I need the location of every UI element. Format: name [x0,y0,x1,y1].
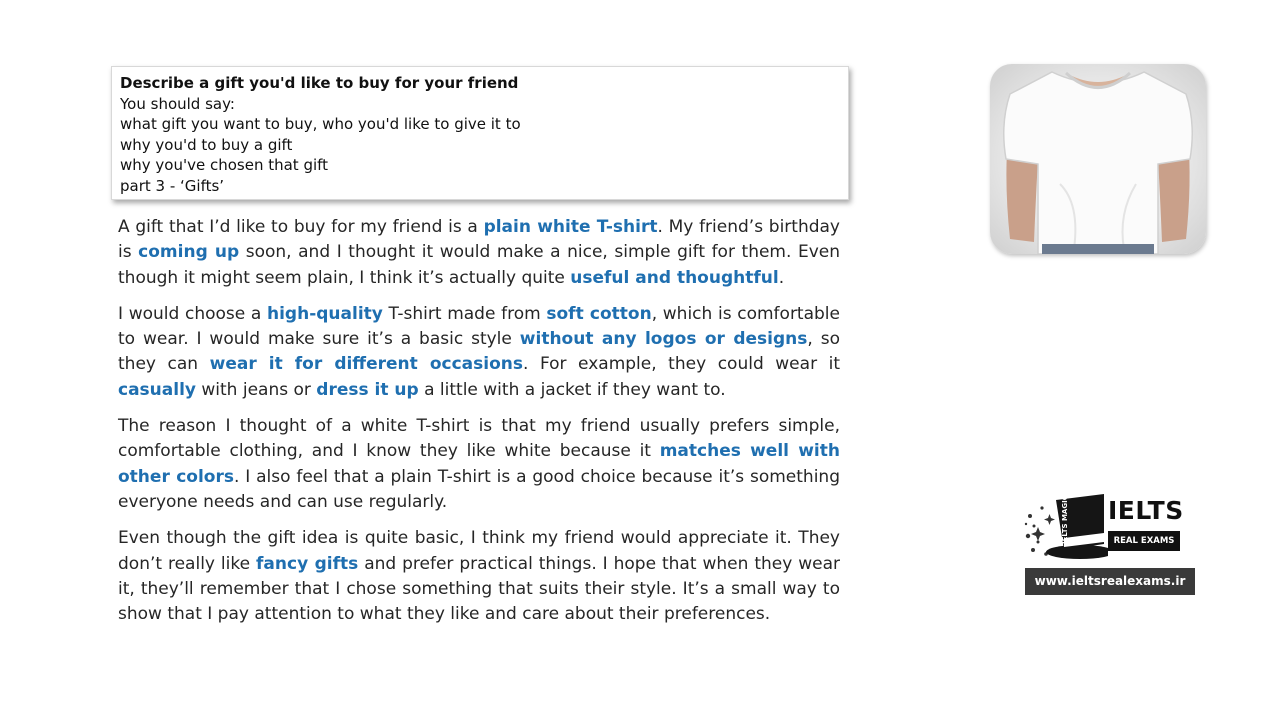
highlight-phrase: fancy gifts [256,553,359,574]
highlight-phrase: wear it for different occasions [209,354,523,375]
tshirt-photo [990,64,1206,254]
white-tshirt-icon [990,64,1206,254]
ielts-magic-logo [1024,492,1184,562]
answer-text: with jeans or [195,379,317,400]
highlight-phrase: high-quality [267,303,383,324]
highlight-phrase: coming up [138,242,240,263]
model-answer [118,215,840,638]
answer-paragraph-4 [118,526,840,627]
answer-text: A gift that I’d like to buy for my friend is a [118,217,484,237]
answer-text: . I also feel that a plain T-shirt is a good choice because it’s something everyone needs and can use regularly. [118,466,840,512]
answer-text: a little with a jacket if they want to. [418,379,726,400]
cue-card-line: what gift you want to buy, who you'd like to give it to [120,115,521,133]
highlight-phrase: casually [118,379,196,400]
answer-text: The reason I thought of a white T-shirt is that my friend usually prefers simple, comfortable clothing, and I know they like white because it [118,416,840,462]
answer-text: . For example, they could wear it [522,354,840,375]
answer-text: Even though the gift idea is quite basic, I think my friend would appreciate it. They don’t really like [118,528,840,574]
highlight-phrase: dress it up [316,379,419,400]
highlight-phrase: useful and thoughtful [570,267,779,288]
answer-paragraph-1 [118,215,840,291]
answer-text: . [778,267,785,288]
highlight-phrase: plain white T-shirt [483,217,658,237]
website-url[interactable]: www.ieltsrealexams.ir [1025,568,1195,595]
logo-brand: IELTS [1108,496,1184,525]
cue-card-line: why you've chosen that gift [120,156,329,174]
answer-text: and prefer practical things. I hope that when they wear it, they’ll remember that I chose something that suits their style. It’s a small way to show that I pay attention to what they like and care about their preferences. [118,553,840,625]
top-hat-icon [1024,492,1108,562]
highlight-phrase: matches well with other colors [118,441,840,487]
answer-text: soon, and I thought it would make a nice, simple gift for them. Even though it might seem plain, I think it’s actually quite [118,242,841,288]
answer-text: , so they can [118,329,840,375]
answer-text: T-shirt made from [382,303,547,324]
answer-paragraph-3 [118,414,840,515]
answer-text: . My friend’s birthday is [118,217,840,263]
cue-card-line: part 3 - ‘Gifts’ [120,176,225,195]
answer-text: , which is comfortable to wear. I would make sure it’s a basic style [118,303,840,350]
answer-text: I would choose a [118,303,267,324]
cue-card-line: why you'd to buy a gift [120,135,293,154]
cue-card [111,66,849,200]
cue-card-title: Describe a gift you'd like to buy for your friend [120,74,519,92]
cue-card-line: You should say: [120,94,235,113]
answer-paragraph-2 [118,302,840,403]
logo-tagline: REAL EXAMS [1108,531,1180,551]
highlight-phrase: soft cotton [546,303,652,324]
hat-text: IELTS MAGIC [1061,495,1069,544]
highlight-phrase: without any logos or designs [519,329,808,350]
